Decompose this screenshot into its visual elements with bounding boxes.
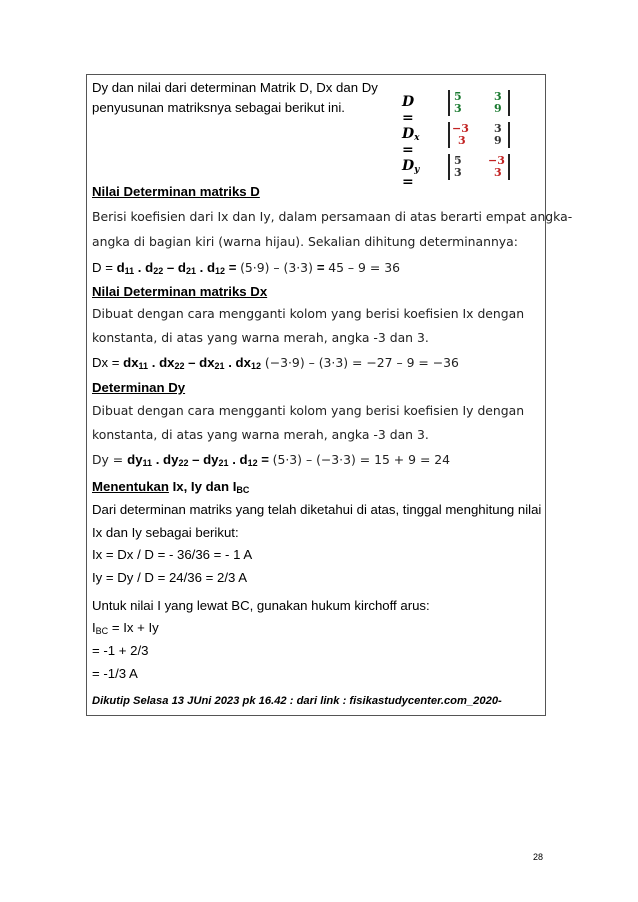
iy-formula: Iy = Dy / D = 24/36 = 2/3 A xyxy=(92,570,248,585)
intro-line-1: Dy dan nilai dari determinan Matrik D, Dx dan Dy xyxy=(92,80,378,95)
section-dx-text-1: Dibuat dengan cara mengganti kolom yang berisi koefisien Ix dengan xyxy=(92,306,525,321)
page-number: 28 xyxy=(533,852,544,862)
source-note: Dikutip Selasa 13 JUni 2023 pk 16.42 : dari link : fisikastudycenter.com_2020- xyxy=(92,695,502,707)
heading-determinan-d: Nilai Determinan matriks D xyxy=(92,184,260,199)
section-d-text-1: Berisi koefisien dari Ix dan Iy, dalam persamaan di atas berarti empat angka- xyxy=(92,209,573,224)
bc-intro: Untuk nilai I yang lewat BC, gunakan hukum kirchoff arus: xyxy=(92,598,430,613)
matrix-figure: D = 5 3 3 9 $D_x$ = −3 3 3 9 $D_y$ = 5 3 −3 3 xyxy=(400,88,522,184)
section-d-text-2: angka di bagian kiri (warna hijau). Sekalian dihitung determinannya: xyxy=(92,234,518,249)
heading-menentukan: Menentukan Ix, Iy dan $I_{BC}$ xyxy=(92,479,250,495)
formula-dx: $Dx = dx_{11}$ . $dx_{22} - dx_{21}$ . $dx_{12}$ (−3·9) – (3·3) = −27 – 9 = −36 xyxy=(92,355,459,371)
ibc-step-1: = -1 + 2/3 xyxy=(92,643,149,658)
ix-formula: Ix = Dx / D = - 36/36 = - 1 A xyxy=(92,547,253,562)
intro-line-2: penyusunan matriksnya sebagai berikut ini. xyxy=(92,100,345,115)
heading-determinan-dx: Nilai Determinan matriks Dx xyxy=(92,284,268,299)
ibc-formula: $I_{BC} = Ix + Iy$ xyxy=(92,620,159,636)
formula-dy: $Dy = dy_{11}$ . $dy_{22} - dy_{21}$ . $d_{12} = (5\cdot 3) - (-3\cdot 3) = 15 + 9 = 24$ xyxy=(92,452,451,468)
section-dy-text-2: konstanta, di atas yang warna merah, angka -3 dan 3. xyxy=(92,427,429,442)
section-dy-text-1: Dibuat dengan cara mengganti kolom yang berisi koefisien Iy dengan xyxy=(92,403,525,418)
section-dx-text-2: konstanta, di atas yang warna merah, angka -3 dan 3. xyxy=(92,330,429,345)
section-i-text-1: Dari determinan matriks yang telah diketahui di atas, tinggal menghitung nilai xyxy=(92,502,542,517)
section-i-text-2: Ix dan Iy sebagai berikut: xyxy=(92,525,239,540)
formula-d: $D = d_{11}$ . $d_{22} - d_{21}$ . $d_{12} = (5\cdot 9) - (3\cdot 3) = 45 - 9 = 36$ xyxy=(92,260,400,276)
heading-determinan-dy: Determinan Dy xyxy=(92,380,186,395)
ibc-step-2: = -1/3 A xyxy=(92,666,138,681)
